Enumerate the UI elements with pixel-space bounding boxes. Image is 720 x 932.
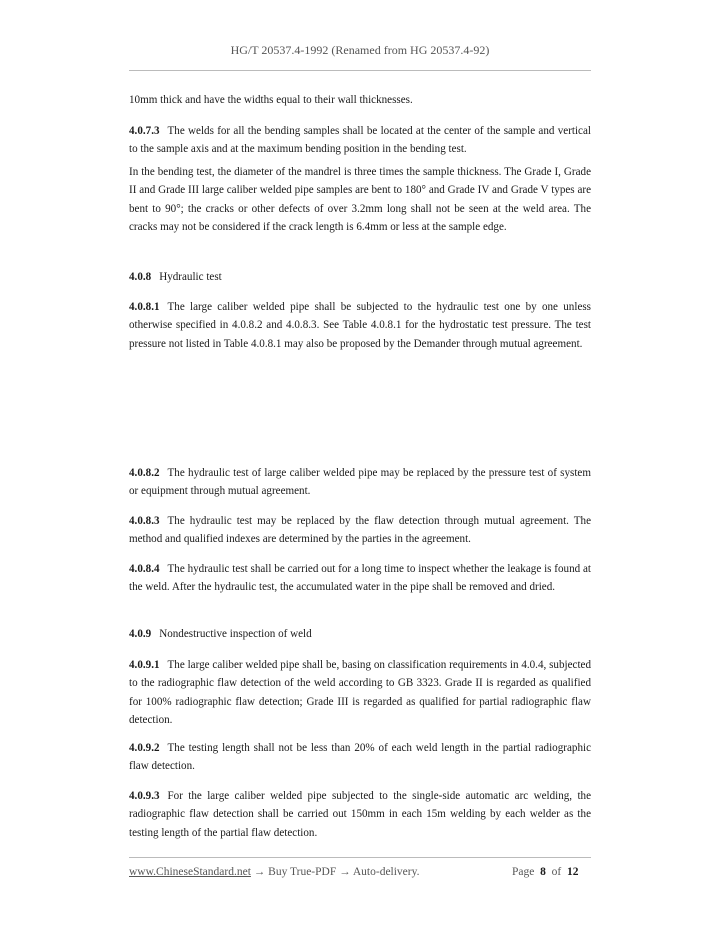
clause-4-0-9-3 [129,787,591,842]
clause-4-0-9-1 [129,656,591,730]
website-link[interactable]: www.ChineseStandard.net [129,866,251,878]
clause-text: The hydraulic test shall be carried out for a long time to inspect whether the leakage is found at the weld. After the hydraulic test, the accumulated water in the pipe shall be removed and dried. [129,563,591,594]
clause-text: For the large caliber welded pipe subjected to the single-side automatic arc welding, the radiographic flaw detection shall be carried out 150mm in each 15m welding by each welder as the testing length of the partial flaw detection. [129,790,591,839]
paragraph-text: In the bending test, the diameter of the mandrel is three times the sample thickness. The Grade I, Grade II and Grade III large caliber welded pipe samples are bent to 180° and Grade IV and Grade V types are bent to 90°; the cracks or other defects of over 3.2mm long shall not be seen at the weld area. The cracks may not be considered if the crack length is 6.4mm or less at the sample edge. [129,166,591,234]
of-label: of [551,866,562,878]
clause-number: 4.0.7.3 [129,125,160,137]
clause-number: 4.0.8.4 [129,563,160,575]
clause-4-0-8-2 [129,464,591,501]
page-number: 8 [540,866,546,878]
footer-divider [129,857,591,858]
paragraph-continuation [129,91,591,109]
auto-delivery-text: Auto-delivery. [352,866,420,878]
clause-number: 4.0.9.1 [129,659,160,671]
clause-text: The hydraulic test of large caliber welded pipe may be replaced by the pressure test of system or equipment through mutual agreement. [129,467,591,498]
clause-text: The testing length shall not be less than 20% of each weld length in the partial radiographic flaw detection. [129,742,591,773]
footer-links [129,866,420,878]
clause-4-0-8-1 [129,298,591,353]
page-indicator [512,866,578,878]
clause-4-0-9-2 [129,739,591,776]
page-label: Page [512,866,535,878]
clause-4-0-7-3 [129,122,591,159]
clause-text: The large caliber welded pipe shall be, basing on classification requirements in 4.0.4, subjected to the radiographic flaw detection of the weld according to GB 3323. Grade II is regarded as qualified for 100% radiographic flaw detection; Grade III is regarded as qualified for partial radiographic flaw detection. [129,659,591,727]
buy-pdf-text: Buy True-PDF [268,866,337,878]
arrow-icon: → [250,866,269,878]
section-title: Hydraulic test [159,271,222,283]
page-header-title: HG/T 20537.4-1992 (Renamed from HG 20537.4-92) [230,43,490,57]
section-4-0-9 [129,625,591,643]
paragraph-text: 10mm thick and have the widths equal to their wall thicknesses. [129,94,413,106]
section-number: 4.0.8 [129,271,152,283]
clause-text: The large caliber welded pipe shall be subjected to the hydraulic test one by one unless otherwise specified in 4.0.8.2 and 4.0.8.3. See Table 4.0.8.1 for the hydrostatic test pressure. The test pressure not listed in Table 4.0.8.1 may also be proposed by the Demander through mutual agreement. [129,301,591,350]
clause-text: The welds for all the bending samples shall be located at the center of the sample and vertical to the sample axis and at the maximum bending position in the bending test. [129,125,591,156]
header-divider [129,70,591,71]
clause-number: 4.0.9.3 [129,790,160,802]
paragraph-bending-test [129,163,591,237]
arrow-icon: → [336,866,353,878]
section-number: 4.0.9 [129,628,152,640]
page-total: 12 [566,866,579,878]
clause-4-0-8-4 [129,560,591,597]
section-4-0-8 [129,268,591,286]
clause-text: The hydraulic test may be replaced by the flaw detection through mutual agreement. The method and qualified indexes are determined by the parties in the agreement. [129,515,591,546]
clause-4-0-8-3 [129,512,591,549]
section-title: Nondestructive inspection of weld [159,628,312,640]
clause-number: 4.0.8.2 [129,467,160,479]
clause-number: 4.0.8.1 [129,301,160,313]
clause-number: 4.0.8.3 [129,515,160,527]
clause-number: 4.0.9.2 [129,742,160,754]
